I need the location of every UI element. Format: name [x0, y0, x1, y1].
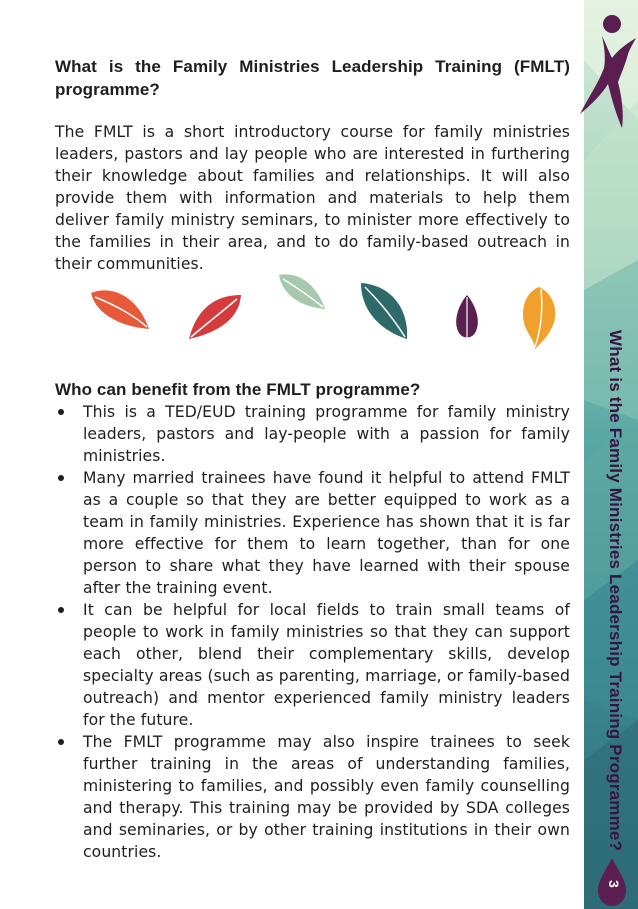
leaf-icon [277, 273, 327, 313]
sidebar-title: What is the Family Ministries Leadership Training Programme? [606, 330, 625, 852]
page-number: 3 [606, 880, 622, 888]
leaf-icon [187, 293, 243, 341]
leaf-icon [359, 281, 411, 341]
leaf-icon [519, 285, 559, 351]
intro-paragraph: The FMLT is a short introductory course for family ministries leaders, pastors and lay people who are interested in furthering their knowledge about families and relationships. It will also provide them with information and materials to help them deliver family ministry seminars, to minister more effectively to the families in their area, and to do family-based outreach in their communities. [55, 123, 570, 273]
list-item: Many married trainees have found it helpful to attend FMLT as a couple so that they are better equipped to work as a team in family ministries. Experience has shown that it is far more effective for them to learn together, than for one person to share what they have learned with their spouse after the training event. [55, 467, 570, 599]
list-item: The FMLT programme may also inspire trainees to seek further training in the areas of understanding families, ministering to families, and possibly even family counselling and therapy. This training may be provided by SDA colleges and seminaries, or by other training institutions in their own countries. [55, 731, 570, 863]
leaf-decoration-row [55, 281, 570, 376]
section-heading-fmlt: What is the Family Ministries Leadership Training (FMLT) programme? [55, 57, 570, 99]
leaf-icon [453, 293, 481, 341]
section-heading-benefit: Who can benefit from the FMLT programme? [55, 380, 421, 399]
leaf-icon [89, 287, 151, 331]
leaping-figure-icon [578, 10, 638, 130]
list-item: It can be helpful for local fields to train small teams of people to work in family ministries so that they can support each other, blend their complementary skills, develop specialty areas (such as parenting, marriage, or family-based outreach) and mentor experienced family ministry leaders for the future. [55, 599, 570, 731]
list-item: This is a TED/EUD training programme for family ministry leaders, pastors and lay-people with a passion for family ministries. [55, 401, 570, 467]
main-content [55, 55, 570, 863]
benefit-list [55, 401, 570, 863]
